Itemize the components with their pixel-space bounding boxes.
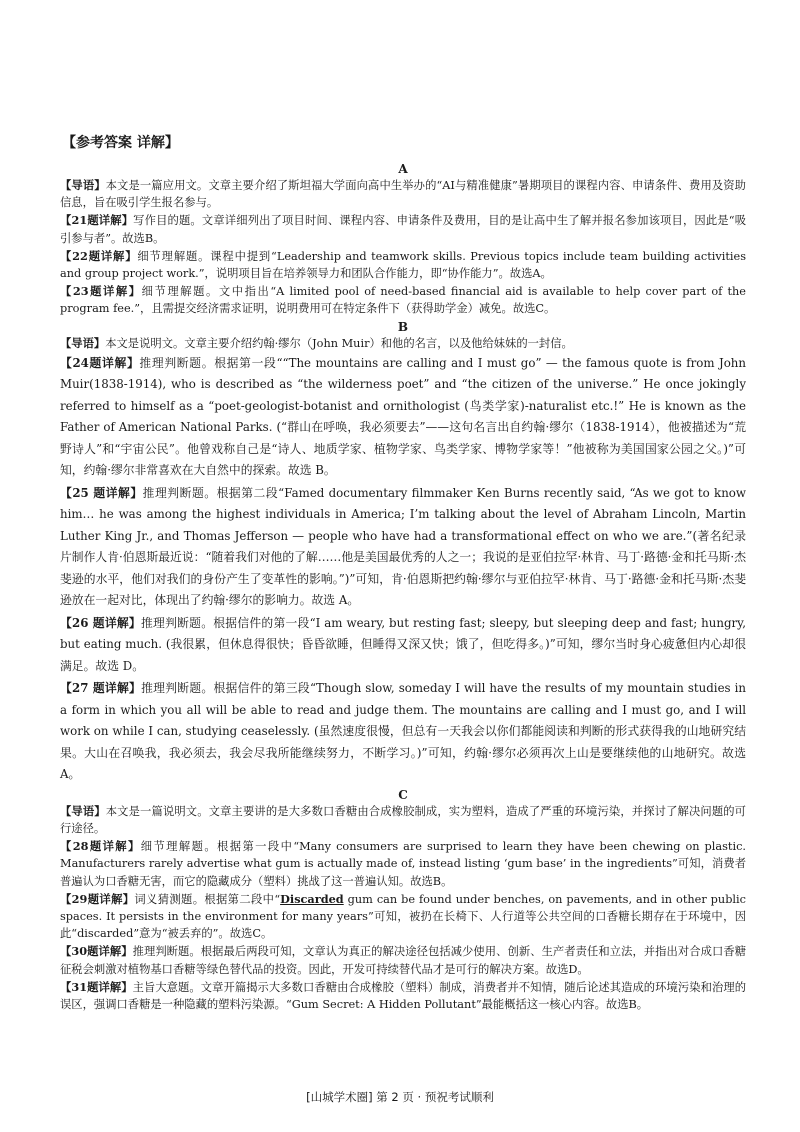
q26-tag: 【26 题详解】 [60, 615, 141, 630]
page-title: 【参考答案 详解】 [62, 135, 179, 151]
q23-text: 细节理解题。文中指出“A limited pool of need-based financial aid is available to help cover part of the program fee.”，且需提交经济需求证明，说明费用可在特定条件下（获得助学金）减免。故选C。 [60, 285, 746, 316]
q29-underlined-word: Discarded [280, 891, 344, 906]
q21-explanation [60, 212, 746, 246]
intro-text: 本文是说明文。文章主要介绍约翰·缪尔（John Muir）和他的名言，以及他给妹妹的一封信。 [105, 336, 573, 350]
intro-tag: 【导语】 [60, 178, 106, 192]
q30-tag: 【30题详解】 [60, 944, 133, 959]
q21-text: 写作目的题。文章详细列出了项目时间、课程内容、申请条件及费用，目的是让高中生了解并报名参加该项目，因此是“吸引参与者”。故选B。 [60, 214, 746, 245]
q27-text: 推理判断题。根据信件的第三段“Though slow, someday I will have the results of my mountain studies in a form in which you all will be able to read and judge them. The mountains are calling and I must go, and I will work on while I can, studying ceaselessly. (虽然速度很慢，但总有一天我会以你们都能阅读和判断的形式获得我的山地研究结果。大山在召唤我，我必须去，我会尽我所能继续努力，不断学习。)”可知，约翰·缪尔必须再次上山是要继续他的山地研究。故选 A。 [60, 681, 746, 782]
q30-explanation [60, 943, 746, 977]
q31-tag: 【31题详解】 [60, 979, 133, 994]
intro-text: 本文是一篇说明文。文章主要讲的是大多数口香糖由合成橡胶制成，实为塑料，造成了严重的环境污染，并探讨了解决问题的可行途径。 [60, 804, 746, 836]
q24-explanation [60, 353, 746, 482]
q29-tag: 【29题详解】 [60, 891, 135, 906]
answer-content [60, 160, 746, 1014]
section-b-intro [60, 335, 746, 352]
q25-tag: 【25 题详解】 [60, 485, 143, 500]
q29-explanation [60, 891, 746, 943]
section-c-letter: C [398, 787, 408, 802]
q28-explanation [60, 838, 746, 890]
q24-text: 推理判断题。根据第一段““The mountains are calling and I must go” — the famous quote is from John Muir(1838-1914), who is described as “the wilderness poet” and “the citizen of the universe.” He once jokingly referred to himself as a “poet-geologist-botanist and ornithologist (鸟类学家)-naturalist etc.!” He is known as the Father of American National Parks. (“群山在呼唤，我必须要去”——这句名言出自约翰·缪尔（1838-1914），他被描述为“荒野诗人”和“宇宙公民”。他曾戏称自己是“诗人、地质学家、植物学家、鸟类学家、博物学家等！”他被称为美国国家公园之父。)”可知，约翰·缪尔非常喜欢在大自然中的探索。故选 B。 [60, 355, 746, 478]
section-b-letter: B [397, 319, 409, 334]
q30-text: 推理判断题。根据最后两段可知，文章认为真正的解决途径包括减少使用、创新、生产者责任和立法，并指出对合成口香糖征税会刺激对植物基口香糖等绿色替代品的投资。因此，开发可持续替代品才是可行的解决方案。故选D。 [60, 945, 746, 976]
q24-tag: 【24题详解】 [60, 355, 140, 370]
q21-tag: 【21题详解】 [60, 213, 134, 228]
q23-explanation [60, 283, 746, 317]
q22-text: 细节理解题。课程中提到“Leadership and teamwork skills. Previous topics include team building activities and group project work.”，说明项目旨在培养领导力和团队合作能力，即“协作能力”。故选A。 [60, 249, 746, 281]
q31-text: 主旨大意题。文章开篇揭示大多数口香糖由合成橡胶（塑料）制成，消费者并不知情，随后论述其造成的环境污染和治理的误区，强调口香糖是一种隐藏的塑料污染源。“Gum Secret: A Hidden Pollutant”最能概括这一核心内容。故选B。 [60, 980, 746, 1012]
q28-tag: 【28题详解】 [60, 839, 141, 854]
q29-text-before: 词义猜测题。根据第二段中“ [134, 892, 281, 906]
section-a-intro [60, 177, 746, 211]
intro-text: 本文是一篇应用文。文章主要介绍了斯坦福大学面向高中生举办的“AI与精准健康”暑期项目的课程内容、申请条件、费用及资助信息，旨在吸引学生报名参与。 [60, 179, 746, 210]
q22-tag: 【22题详解】 [60, 248, 138, 263]
intro-tag: 【导语】 [60, 335, 106, 350]
q27-tag: 【27 题详解】 [60, 681, 142, 696]
q26-text: 推理判断题。根据信件的第一段“I am weary, but resting fast; sleepy, but sleeping deep and fast; hungry, but eating much. (我很累，但休息得很快；昏昏欲睡，但睡得又深又快；饿了，但吃得多。)”可知，缪尔当时身心疲惫但内心却很满足。故选 D。 [60, 615, 746, 673]
q29-text-after: gum can be found under benches, on pavements, and in other public spaces. It persists in the environment for many years”可知，被扔在长椅下、人行道等公共空间的口香糖长期存在于环境中，因此“discarded”意为“被丢弃的”。故选C。 [60, 892, 746, 941]
section-a-letter: A [398, 162, 408, 176]
q28-text: 细节理解题。根据第一段中“Many consumers are surprised to learn they have been chewing on plastic. Manufacturers rarely advertise what gum is actually made of, instead listing ‘gum base’ in the ingredients”可知，消费者普遍认为口香糖无害，而它的隐藏成分（塑料）挑战了这一普遍认知。故选B。 [60, 840, 746, 888]
q22-explanation [60, 248, 746, 282]
intro-tag: 【导语】 [60, 803, 106, 818]
q23-tag: 【23题详解】 [60, 284, 142, 299]
q26-explanation [60, 613, 746, 678]
section-c-intro [60, 803, 746, 837]
page-footer: [山城学术圈] 第 2 页 · 预祝考试顺利 [306, 1090, 494, 1104]
q25-text: 推理判断题。根据第二段“Famed documentary filmmaker Ken Burns recently said, “As we got to know him… he was among the highest individuals in America; I’m talking about the level of Abraham Lincoln, Martin Luther King Jr., and Thomas Jefferson — people who have had a transformational effect on who we are.”(著名纪录片制作人肯·伯恩斯最近说：“随着我们对他的了解……他是美国最优秀的人之一；我说的是亚伯拉罕·林肯、马丁·路德·金和托马斯·杰斐逊的水平，他们对我们的身份产生了变革性的影响。”)”可知，肯·伯恩斯把约翰·缪尔与亚伯拉罕·林肯、马丁·路德·金和托马斯·杰斐逊放在一起对比，体现出了约翰·缪尔的影响力。故选 A。 [60, 485, 746, 608]
q27-explanation [60, 678, 746, 786]
q31-explanation [60, 979, 746, 1013]
q25-explanation [60, 483, 746, 612]
